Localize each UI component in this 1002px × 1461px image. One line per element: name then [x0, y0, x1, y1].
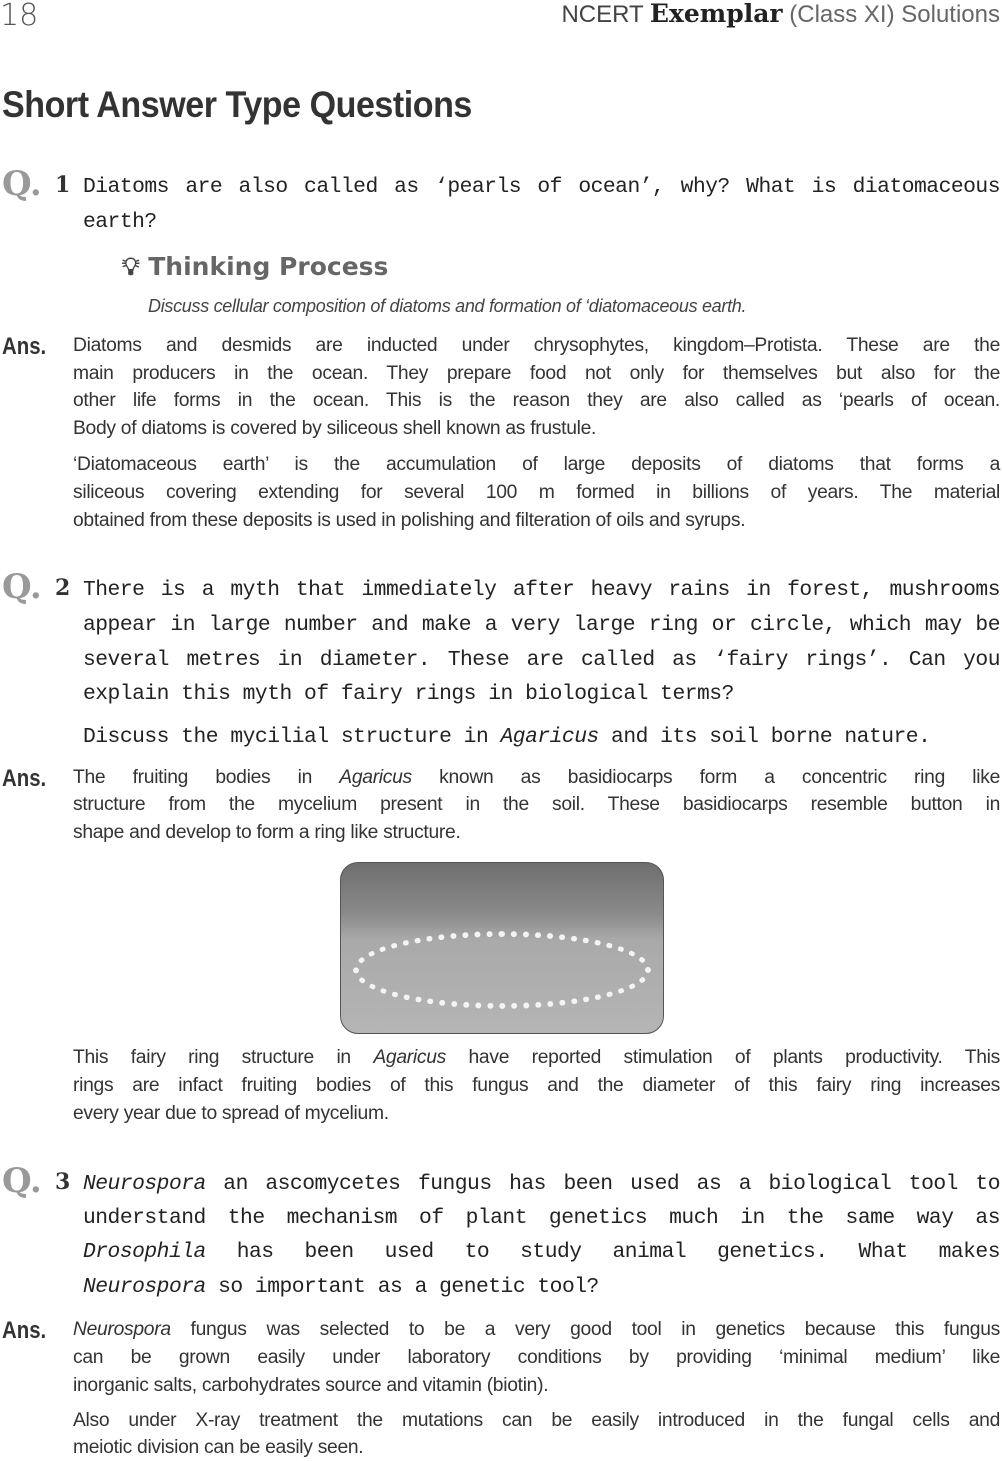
question-line: There is a myth that immediately after heavy rains in forest, mushrooms: [83, 578, 1000, 602]
answer-line: Body of diatoms is covered by siliceous shell known as frustule.: [73, 418, 597, 439]
question-number: 1: [55, 172, 71, 198]
text: have reported stimulation of plants productivity. This: [446, 1047, 1000, 1068]
answer-label: Ans.: [2, 333, 47, 360]
text: an ascomycetes fungus has been used as a biological tool to: [205, 1172, 1000, 1196]
thinking-title: Thinking Process: [148, 252, 389, 281]
text: The fruiting bodies in: [73, 767, 340, 788]
question-hint: [83, 720, 1000, 754]
hint-text: Discuss the mycilial structure in: [83, 725, 501, 749]
answer-line: ‘Diatomaceous earth’ is the accumulation of large deposits of diatoms that forms a: [73, 454, 1000, 475]
question-number: 3: [55, 1169, 71, 1195]
question-line: several metres in diameter. These are called as ‘fairy rings’. Can you: [83, 648, 1000, 672]
answer-label: Ans.: [2, 1317, 47, 1344]
mushroom-ring: [353, 931, 651, 1009]
question-marker: Q.: [2, 164, 42, 204]
text: has been used to study animal genetics. What makes: [205, 1240, 1000, 1264]
section-title: Short Answer Type Questions: [2, 84, 472, 125]
fairy-ring-photo: [340, 862, 664, 1034]
question-line: earth?: [83, 210, 157, 234]
answer-line: [73, 764, 1000, 791]
answer-line: siliceous covering extending for several 100 m formed in billions of years. The material: [73, 482, 1000, 503]
thinking-process-text: Discuss cellular composition of diatoms and formation of ‘diatomaceous earth.: [148, 296, 747, 316]
answer-line: Also under X-ray treatment the mutations can be easily introduced in the fungal cells and: [73, 1410, 1000, 1431]
answer-line: [73, 1044, 1000, 1071]
question-line: appear in large number and make a very large ring or circle, which may be: [83, 613, 1000, 637]
italic-term: Agaricus: [339, 767, 412, 788]
question-line: [83, 1167, 1000, 1201]
header-bold: Exemplar: [649, 0, 783, 28]
question-line: Diatoms are also called as ‘pearls of ocean’, why? What is diatomaceous: [83, 175, 1000, 199]
page-number: 18: [0, 0, 39, 33]
question-line: [83, 1270, 1000, 1304]
italic-term: Drosophila: [83, 1240, 206, 1264]
answer-line: other life forms in the ocean. This is the reason they are also called as ‘pearls of ocean.: [73, 390, 1000, 411]
answer-line: structure from the mycelium present in the soil. These basidiocarps resemble button in: [73, 794, 1000, 815]
text: fungus was selected to be a very good tool in genetics because this fungus: [170, 1319, 1000, 1340]
answer-line: inorganic salts, carbohydrates source and vitamin (biotin).: [73, 1375, 549, 1396]
italic-term: Neurospora: [83, 1275, 206, 1299]
question-line: explain this myth of fairy rings in biological terms?: [83, 682, 734, 706]
text: This fairy ring structure in: [73, 1047, 374, 1068]
text: so important as a genetic tool?: [205, 1275, 599, 1299]
header-suffix: (Class XI) Solutions: [789, 1, 1000, 28]
answer-line: [73, 1316, 1000, 1343]
answer-line: shape and develop to form a ring like structure.: [73, 822, 461, 843]
hint-italic: Agaricus: [500, 725, 599, 749]
question-line: understand the mechanism of plant genetics much in the same way as: [83, 1206, 1000, 1230]
answer-line: Diatoms and desmids are inducted under chrysophytes, kingdom–Protista. These are the: [73, 335, 1000, 356]
running-header: [561, 0, 1000, 29]
answer-line: can be grown easily under laboratory conditions by providing ‘minimal medium’ like: [73, 1347, 1000, 1368]
answer-line: rings are infact fruiting bodies of this fungus and the diameter of this fairy ring increases: [73, 1075, 1000, 1096]
italic-term: Neurospora: [73, 1319, 171, 1340]
answer-line: every year due to spread of mycelium.: [73, 1103, 389, 1124]
question-marker: Q.: [2, 567, 42, 607]
answer-label: Ans.: [2, 765, 47, 792]
answer-line: obtained from these deposits is used in polishing and filteration of oils and syrups.: [73, 510, 746, 531]
answer-line: main producers in the ocean. They prepare food not only for themselves but also for the: [73, 363, 1000, 384]
italic-term: Agaricus: [373, 1047, 446, 1068]
question-number: 2: [55, 575, 71, 601]
answer-line: meiotic division can be easily seen.: [73, 1437, 364, 1458]
question-marker: Q.: [2, 1161, 42, 1201]
question-line: [83, 1235, 1000, 1269]
text: known as basidiocarps form a concentric ring like: [411, 767, 1001, 788]
header-prefix: NCERT: [561, 1, 644, 28]
thinking-process-heading: [122, 252, 388, 282]
lightbulb-icon: 💡︎: [122, 252, 140, 281]
italic-term: Neurospora: [83, 1172, 206, 1196]
hint-text: and its soil borne nature.: [598, 725, 931, 749]
